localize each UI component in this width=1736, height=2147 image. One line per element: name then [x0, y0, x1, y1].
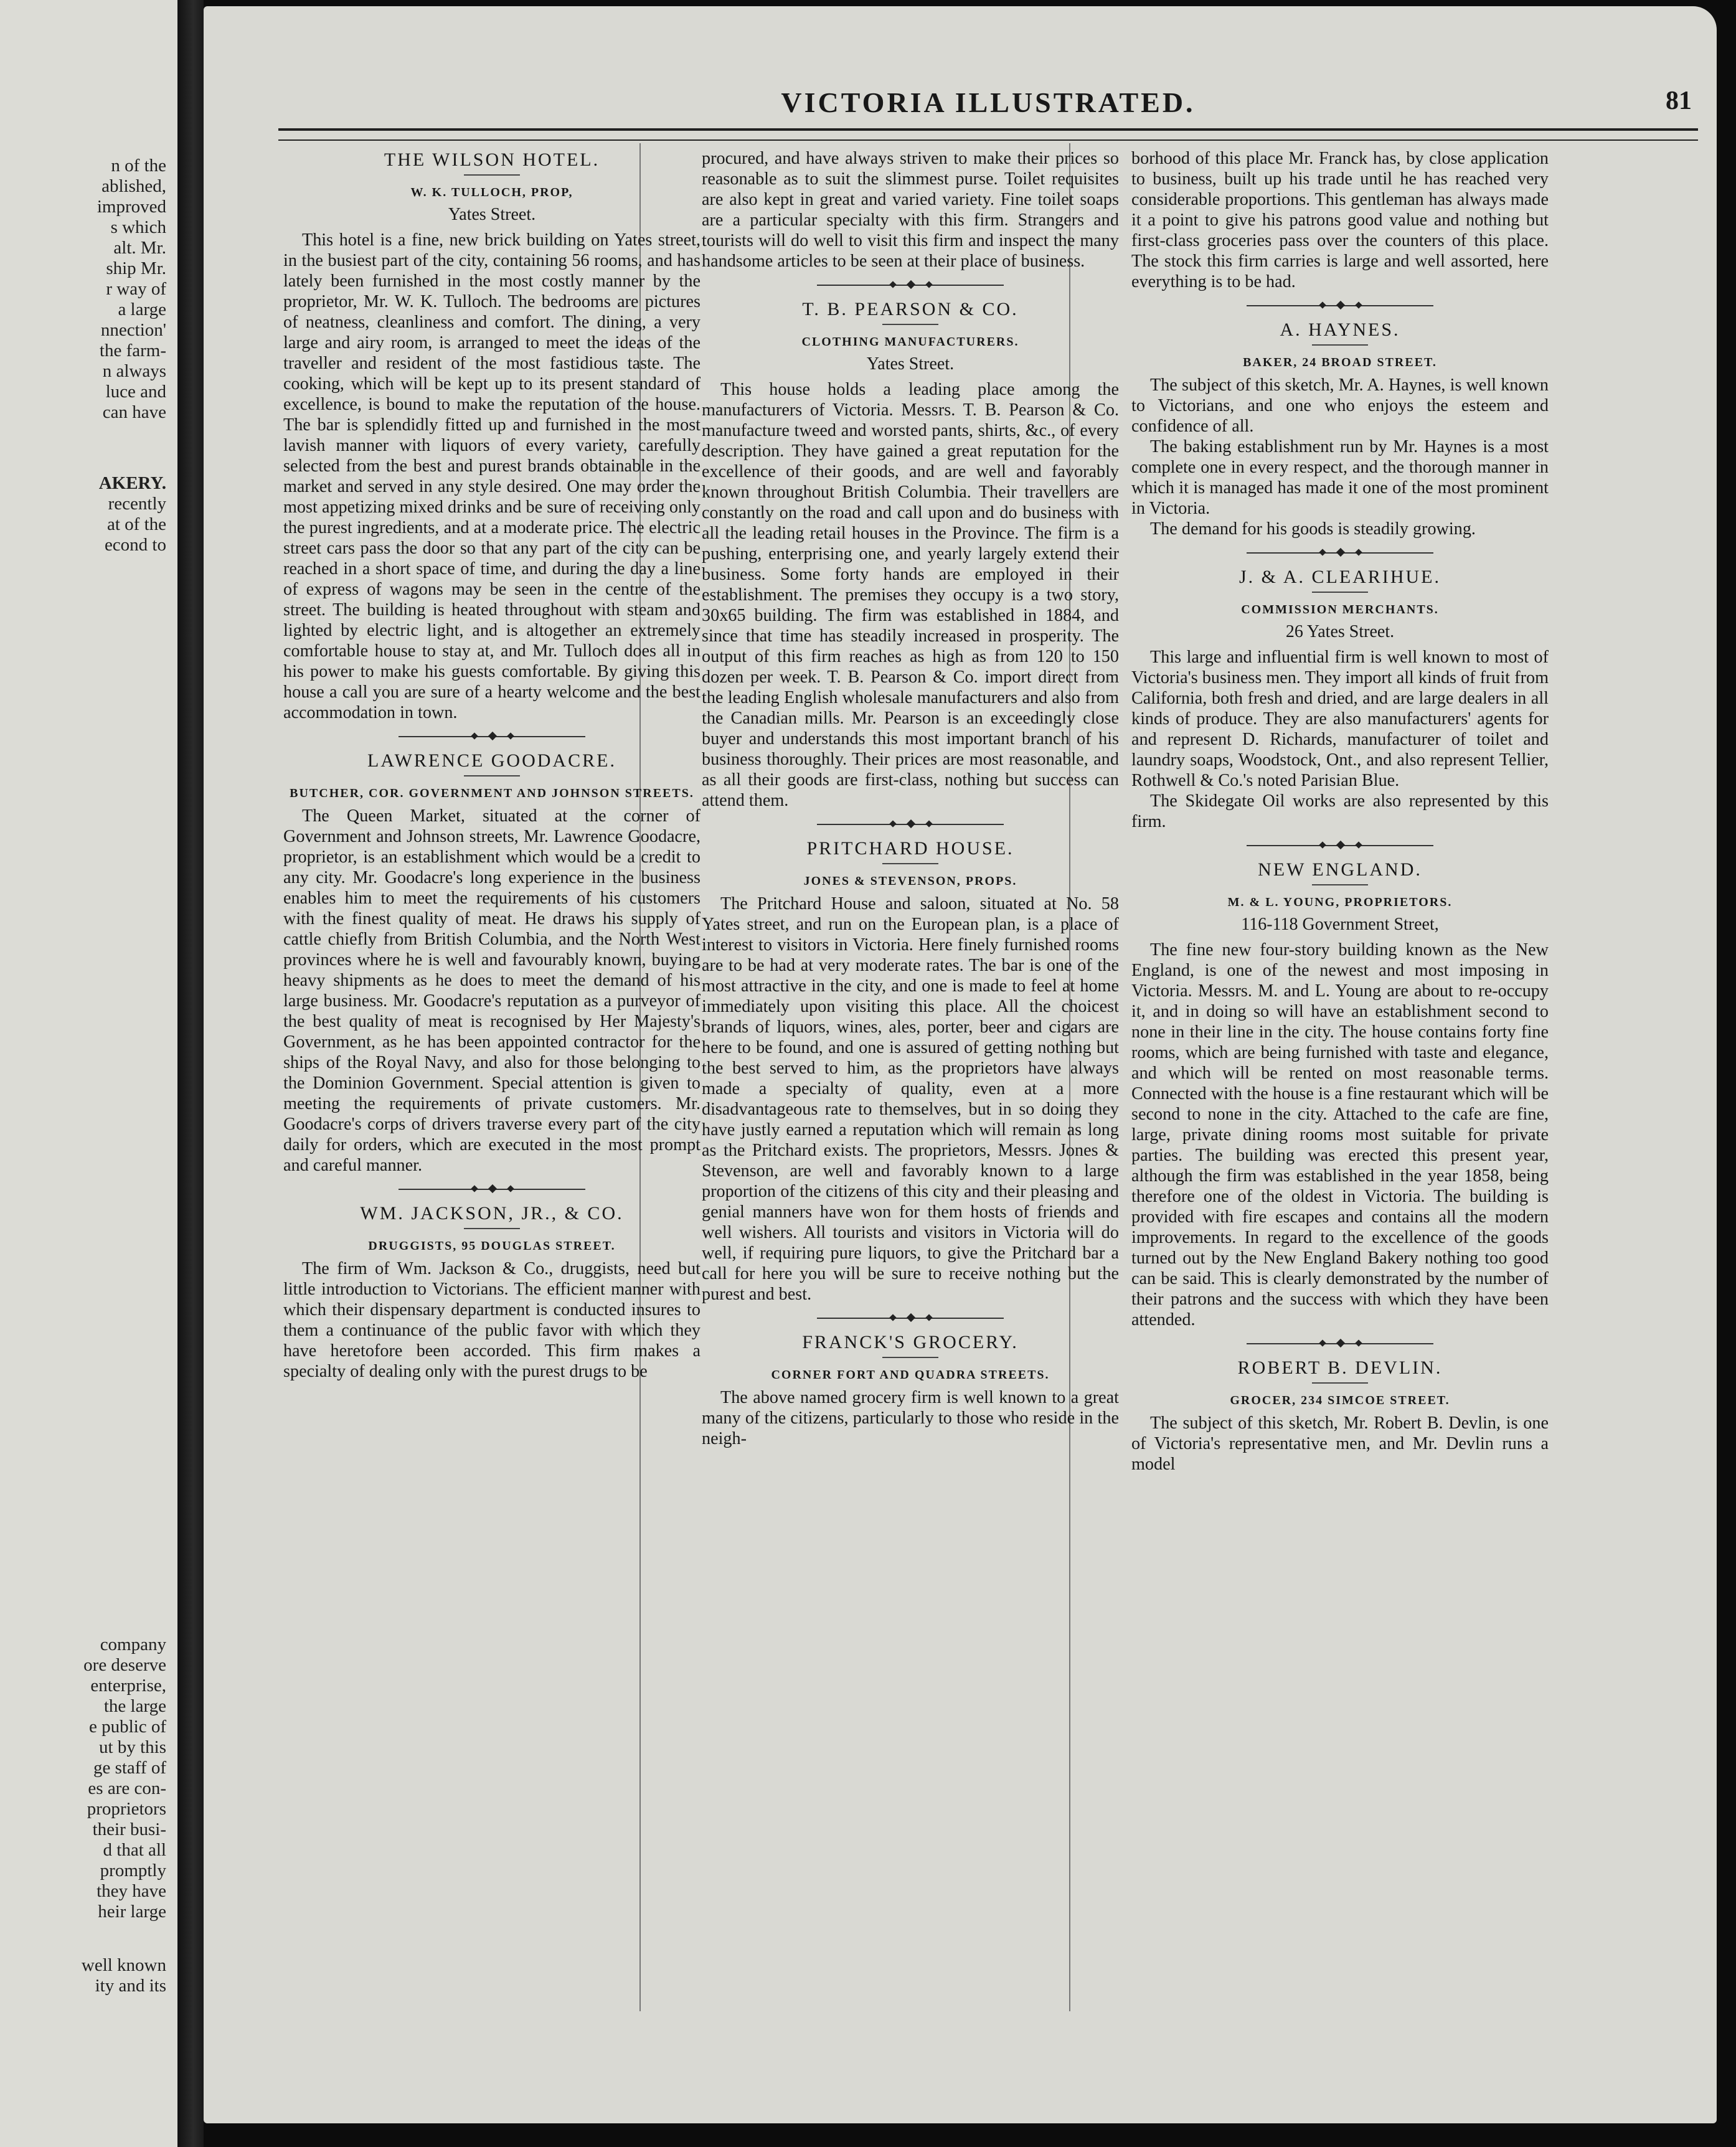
- prev-page-text-fragment: econd to: [104, 535, 166, 555]
- article-paragraph: This large and influential firm is well known to most of Victoria's business men. They import all kinds of fruit from California, both fresh and dried, and are large dealers in all kinds of produce. They are also manufacturers' agents for and represent D. Richards, manufacturer of toilet and laundry soaps, Woodstock, Ont., and also represent Tellier, Rothwell & Co.'s noted Parisian Blue.: [1131, 648, 1549, 790]
- article-subtitle: CORNER FORT AND QUADRA STREETS.: [771, 1368, 1050, 1382]
- prev-page-text-fragment: their busi-: [92, 1819, 166, 1839]
- article-title: PRITCHARD HOUSE.: [806, 838, 1014, 859]
- article-paragraph: The firm of Wm. Jackson & Co., druggists, need but little introduction to Victorians. The efficient manner with which their dispensary department is conducted insures to them a continuance of the public favor with which they have heretofore been accorded. This firm makes a specialty of dealing only with the purest drugs to be: [283, 1259, 701, 1381]
- title-rule: [882, 863, 938, 864]
- article-body: [1131, 148, 1549, 292]
- article-body: [283, 230, 701, 723]
- article-subtitle: BAKER, 24 BROAD STREET.: [1243, 356, 1437, 369]
- prev-page-text-fragment: ship Mr.: [106, 258, 166, 278]
- article: [283, 149, 701, 723]
- article-title: THE WILSON HOTEL.: [384, 149, 600, 170]
- article-address: Yates Street.: [448, 205, 536, 224]
- prev-page-text-fragment: at of the: [106, 514, 166, 534]
- article-subtitle: DRUGGISTS, 95 DOUGLAS STREET.: [368, 1239, 616, 1253]
- prev-page-text-fragment: es are con-: [88, 1778, 166, 1798]
- article-title: A. HAYNES.: [1280, 319, 1400, 340]
- article-body: [1131, 940, 1549, 1330]
- article-body: [283, 806, 701, 1176]
- article-body: [702, 1387, 1119, 1449]
- prev-page-text-fragment: ge staff of: [93, 1758, 166, 1778]
- article-body: [1131, 1413, 1549, 1475]
- title-rule: [882, 1357, 938, 1358]
- prev-page-text-fragment: proprietors: [87, 1799, 166, 1819]
- article-subtitle: GROCER, 234 SIMCOE STREET.: [1230, 1394, 1450, 1407]
- article-body: [702, 894, 1119, 1305]
- ornamental-divider: [1247, 1338, 1433, 1350]
- ornamental-divider: [1247, 547, 1433, 559]
- page-number: 81: [1666, 87, 1692, 115]
- prev-page-text-fragment: ablished,: [101, 176, 166, 196]
- ornamental-divider: [1247, 839, 1433, 852]
- text-column: [702, 143, 1119, 2092]
- article-subtitle: JONES & STEVENSON, PROPS.: [803, 874, 1017, 888]
- article-paragraph: The Skidegate Oil works are also represented by this firm.: [1131, 791, 1549, 831]
- article-paragraph: The Pritchard House and saloon, situated at No. 58 Yates street, and run on the European plan, is a place of interest to visitors in Victoria. Here finely furnished rooms are to be had at very moderate rates. The bar is one of the most attractive in the city, and one is made to feel at home immediately upon visiting this place. All the choicest brands of liquors, wines, ales, porter, beer and cigars are here to be found, and one is assured of getting nothing but the best served to him, as the proprietors have always made a specialty of quality, even at a more disadvantageous rate to themselves, but in so doing they have justly earned a reputation which will remain as long as the Pritchard exists. The proprietors, Messrs. Jones & Stevenson, are well and favorably known to a large proportion of the citizens of this city and their pleasing and genial manners have won for them hosts of friends and well wishers. All tourists and visitors in Victoria will do well, if requiring pure liquors, to give the Pritchard bar a call for here you will be sure to receive nothing but the purest and best.: [702, 894, 1119, 1304]
- article: [702, 1332, 1119, 1449]
- ornamental-divider: [399, 1183, 585, 1196]
- article: [702, 838, 1119, 1305]
- prev-page-text-fragment: promptly: [100, 1861, 166, 1880]
- prev-page-text-fragment: company: [100, 1635, 166, 1654]
- article-body: [1131, 375, 1549, 539]
- article-body: [702, 379, 1119, 811]
- article-paragraph: The subject of this sketch, Mr. A. Haynes, is well known to Victorians, and one who enjoys the esteem and confidence of all.: [1131, 375, 1549, 436]
- article-title: FRANCK'S GROCERY.: [802, 1332, 1019, 1352]
- prev-page-text-fragment: d that all: [103, 1840, 166, 1860]
- prev-page-text-fragment: recently: [108, 494, 166, 514]
- ornamental-divider: [817, 818, 1004, 831]
- prev-page-text-fragment: well known: [81, 1955, 166, 1975]
- title-rule: [464, 1228, 520, 1229]
- title-rule: [882, 324, 938, 325]
- title-rule: [464, 174, 520, 176]
- article-title: ROBERT B. DEVLIN.: [1237, 1357, 1443, 1378]
- title-rule: [464, 775, 520, 776]
- title-rule: [1312, 344, 1368, 346]
- ornamental-divider: [1247, 300, 1433, 312]
- article: [1131, 859, 1549, 1330]
- article: [702, 148, 1119, 271]
- article-paragraph: This hotel is a fine, new brick building on Yates street, in the busiest part of the city, containing 56 rooms, and has lately been furnished in the most costly manner by the proprietor, Mr. W. K. Tulloch. The bedrooms are pictures of neatness, cleanliness and comfort. The dining, a very large and airy room, is arranged to meet the ideas of the traveller and resident of the most fastidious taste. The cooking, which will be kept up to its present standard of excellence, is bound to make the reputation of the house. The bar is splendidly fitted up and furnished in the most lavish manner with liquors of every variety, carefully selected from the best and purest brands obtainable in the market and served in any style desired. One may order the most appetizing mixed drinks and be sure of receiving only the purest ingredients, and at a moderate price. The electric street cars pass the door so that any part of the city can be reached in a short space of time, and during the day a line of express of wagons may be seen in the centre of the street. The building is heated throughout with steam and lighted by electric light, and is altogether an extremely comfortable house to stay at, and Mr. Tulloch does all in his power to make his guests comfortable. By giving this house a call you are sure of a hearty welcome and the best accommodation in town.: [283, 230, 701, 722]
- prev-page-text-fragment: improved: [97, 197, 166, 217]
- article: [1131, 567, 1549, 832]
- article: [283, 1203, 701, 1382]
- article-subtitle: M. & L. YOUNG, PROPRIETORS.: [1227, 895, 1453, 909]
- article-paragraph: The fine new four-story building known as the New England, is one of the newest and most imposing in Victoria. Messrs. M. and L. Young are about to re-occupy it, and in doing so will have an establishment second to none in their line in the city. The house contains forty fine rooms, which are being furnished with taste and elegance, and which will be rented on most reasonable terms. Connected with the house is a fine restaurant which will be second to none in the city. Attached to the cafe are fine, large, private dining rooms most suitable for private parties. The building was erected this present year, although the firm was established in the year 1858, being therefore one of the oldest in Victoria. The building is provided with fire escapes and contains all the modern improvements. In regard to the excellence of the goods turned out by the New England Bakery nothing too good can be said. This is clearly demonstrated by the number of their patrons and the success with which they have been attended.: [1131, 940, 1549, 1329]
- article-body: [702, 148, 1119, 271]
- prev-page-text-fragment: luce and: [105, 382, 166, 402]
- ornamental-divider: [817, 1312, 1004, 1324]
- book-spine: [177, 0, 204, 2147]
- article: [283, 750, 701, 1176]
- publication-title: VICTORIA ILLUSTRATED.: [781, 87, 1196, 118]
- article-paragraph: The above named grocery firm is well known to a great many of the citizens, particularly to those who reside in the neigh-: [702, 1388, 1119, 1448]
- ornamental-divider: [817, 279, 1004, 291]
- prev-page-text-fragment: alt. Mr.: [113, 238, 166, 258]
- article-paragraph: The demand for his goods is steadily growing.: [1150, 519, 1476, 539]
- ornamental-divider: [399, 730, 585, 743]
- article-title: WM. JACKSON, JR., & CO.: [360, 1203, 624, 1224]
- article-title: LAWRENCE GOODACRE.: [367, 750, 616, 771]
- article-title: NEW ENGLAND.: [1258, 859, 1422, 880]
- prev-page-text-fragment: they have: [97, 1881, 166, 1901]
- prev-page-text-fragment: e public of: [88, 1717, 166, 1737]
- prev-page-text-fragment: AKERY.: [98, 473, 166, 493]
- header-rule: [278, 128, 1698, 141]
- prev-page-text-fragment: n always: [102, 361, 166, 381]
- prev-page-text-fragment: s which: [110, 217, 166, 237]
- title-rule: [1312, 592, 1368, 593]
- article-title: T. B. PEARSON & CO.: [802, 299, 1019, 319]
- prev-page-text-fragment: n of the: [111, 156, 166, 176]
- article: [1131, 148, 1549, 292]
- article-paragraph: The Queen Market, situated at the corner of Government and Johnson streets, Mr. Lawrence Goodacre, proprietor, is an establishment which would be a credit to any city. Mr. Goodacre's long experience in the business enables him to meet the requirements of his customers with the finest quality of meat. He draws his supply of cattle chiefly from British Columbia, and the North West provinces where he is well and favourably known, buying heavy shipments as he does to meet the demand of his large business. Mr. Goodacre's reputation as a purveyor of the best quality of meat is recognised by Her Majesty's Government, as he has been appointed contractor for the ships of the Royal Navy, and also for those belonging to the Dominion Government. Special attention is given to meeting the requirements of private customers. Mr. Goodacre's corps of drivers traverse every part of the city daily for orders, which are executed in the most prompt and careful manner.: [283, 806, 701, 1175]
- article-address: 26 Yates Street.: [1285, 622, 1395, 641]
- prev-page-text-fragment: the large: [103, 1696, 166, 1716]
- article-body: [1131, 647, 1549, 832]
- page-header: [278, 81, 1698, 131]
- title-rule: [1312, 884, 1368, 885]
- newspaper-page: [204, 6, 1717, 2123]
- article: [702, 299, 1119, 811]
- prev-page-text-fragment: the farm-: [99, 341, 166, 361]
- article-address: 116-118 Government Street,: [1241, 915, 1439, 934]
- article-subtitle: BUTCHER, COR. GOVERNMENT AND JOHNSON STREETS.: [290, 786, 694, 800]
- prev-page-text-fragment: enterprise,: [90, 1676, 166, 1696]
- prev-page-text-fragment: can have: [102, 402, 166, 422]
- prev-page-text-fragment: ity and its: [95, 1976, 166, 1996]
- prev-page-text-fragment: r way of: [106, 279, 166, 299]
- title-rule: [1312, 1382, 1368, 1384]
- article-subtitle: W. K. TULLOCH, PROP,: [410, 186, 573, 199]
- article-body: [283, 1258, 701, 1382]
- article-title: J. & A. CLEARIHUE.: [1239, 567, 1441, 587]
- article-paragraph: The subject of this sketch, Mr. Robert B. Devlin, is one of Victoria's representative men, and Mr. Devlin runs a model: [1131, 1413, 1549, 1474]
- text-column: [1131, 143, 1549, 2092]
- article-subtitle: CLOTHING MANUFACTURERS.: [801, 335, 1019, 349]
- article: [1131, 319, 1549, 539]
- text-column: [283, 143, 701, 2092]
- prev-page-text-fragment: heir large: [98, 1902, 166, 1922]
- prev-page-text-fragment: ut by this: [99, 1737, 166, 1757]
- article: [1131, 1357, 1549, 1475]
- article-subtitle: COMMISSION MERCHANTS.: [1241, 603, 1439, 616]
- prev-page-text-fragment: nnection': [100, 320, 166, 340]
- article-address: Yates Street.: [866, 354, 955, 374]
- article-paragraph: procured, and have always striven to make their prices so reasonable as to suit the slimmest purse. Toilet requisites are also kept in great and varied variety. Fine toilet soaps are a particular specialty with this firm. Strangers and tourists will do well to visit this firm and inspect the many handsome articles to be seen at their place of business.: [702, 149, 1119, 271]
- article-paragraph: The baking establishment run by Mr. Haynes is a most complete one in every respect, and the thorough manner in which it is managed has made it one of the most prominent in Victoria.: [1131, 437, 1549, 518]
- prev-page-text-fragment: ore deserve: [83, 1655, 166, 1675]
- article-paragraph: This house holds a leading place among the manufacturers of Victoria. Messrs. T. B. Pearson & Co. manufacture tweed and worsted pants, shirts, &c., of every description. They have gained a great reputation for the excellence of their goods, and are well and favorably known throughout British Columbia. Their travellers are constantly on the road and call upon and do business with all the leading retail houses in the Province. The firm is a pushing, enterprising one, and yearly largely extend their business. Some forty hands are employed in their establishment. The premises they occupy is a two story, 30x65 building. The firm was established in 1884, and since that time has steadily increased in prosperity. The output of this firm reaches as high as from 120 to 150 dozen per week. T. B. Pearson & Co. import direct from the leading English wholesale manufacturers and also from the Canadian mills. Mr. Pearson is an exceedingly close buyer and understands this most important branch of his business thoroughly. Their prices are most reasonable, and as all their goods are first-class, nothing but success can attend them.: [702, 380, 1119, 810]
- previous-page-edge: [0, 0, 177, 2147]
- prev-page-text-fragment: a large: [118, 300, 166, 319]
- article-paragraph: borhood of this place Mr. Franck has, by close application to business, built up his trade until he has reached very considerable proportions. This gentleman has always made it a point to give his patrons good value and nothing but first-class groceries pass over the counters of this place. The stock this firm carries is large and well assorted, here everything is to be had.: [1131, 149, 1549, 291]
